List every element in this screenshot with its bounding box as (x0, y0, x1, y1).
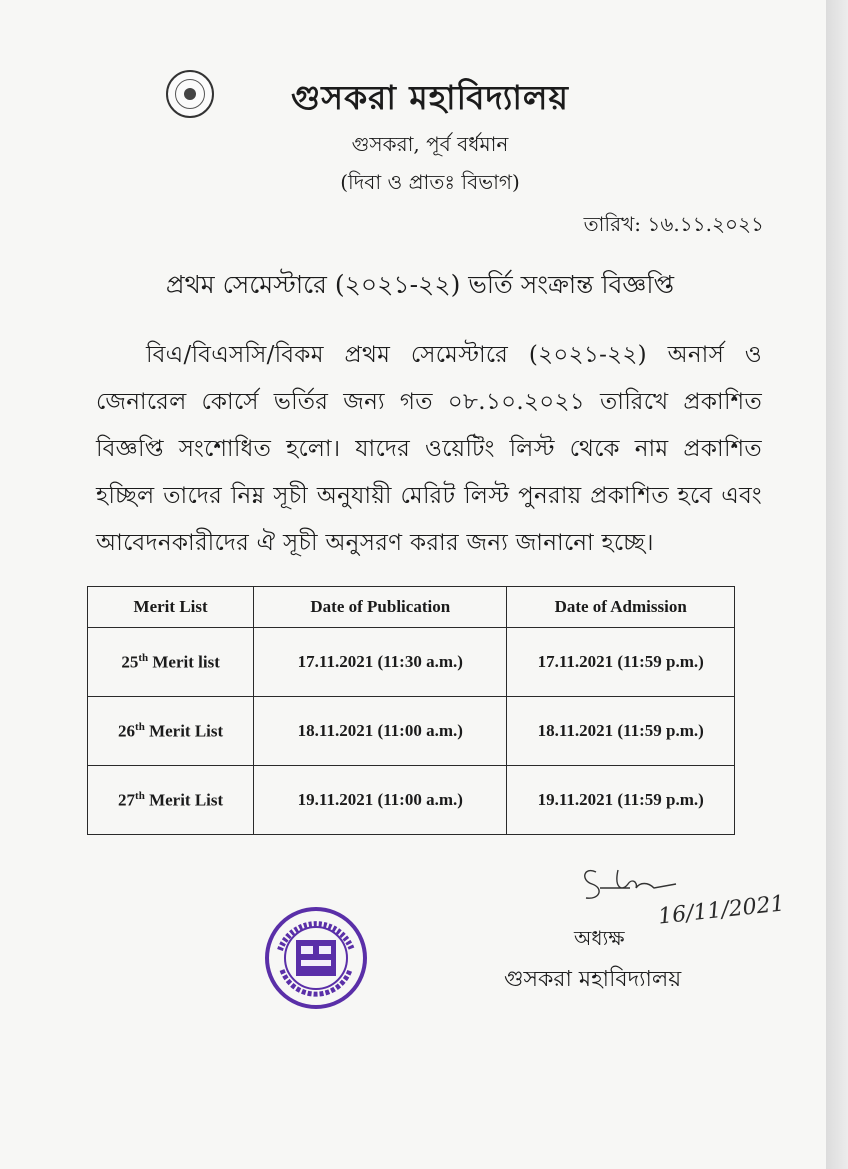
logo-core (184, 88, 196, 100)
header-date-admission: Date of Admission (507, 587, 735, 628)
college-section: (দিবা ও প্রাতঃ বিভাগ) (340, 170, 520, 194)
table-header-row (88, 587, 735, 628)
college-logo-icon (166, 70, 214, 118)
signature-date: 16/11/2021 (657, 891, 786, 930)
principal-designation: অধ্যক্ষ (574, 926, 625, 950)
paper-edge (826, 0, 848, 1169)
publication-cell: 19.11.2021 (11:00 a.m.) (254, 766, 507, 835)
merit-list-cell: 27th Merit List (88, 766, 254, 835)
footer-college-name: গুসকরা মহাবিদ্যালয় (504, 967, 682, 992)
header-date-publication: Date of Publication (254, 587, 507, 628)
principal-signature (578, 858, 688, 908)
notice-title: প্রথম সেমেস্টারে (২০২১-২২) ভর্তি সংক্রান্ত বিজ্ঞপ্তি (165, 270, 675, 299)
table-row (88, 697, 735, 766)
admission-cell: 17.11.2021 (11:59 p.m.) (507, 628, 735, 697)
college-address: গুসকরা, পূর্ব বর্ধমান (351, 132, 509, 156)
admission-cell: 19.11.2021 (11:59 p.m.) (507, 766, 735, 835)
merit-list-cell: 26th Merit List (88, 697, 254, 766)
table-row (88, 628, 735, 697)
college-seal-stamp (264, 906, 368, 1010)
publication-cell: 18.11.2021 (11:00 a.m.) (254, 697, 507, 766)
notice-date: তারিখ: ১৬.১১.২০২১ (583, 212, 764, 236)
college-name: গুসকরা মহাবিদ্যালয় (291, 78, 569, 117)
publication-cell: 17.11.2021 (11:30 a.m.) (254, 628, 507, 697)
table-row (88, 766, 735, 835)
admission-cell: 18.11.2021 (11:59 p.m.) (507, 697, 735, 766)
merit-schedule-table (87, 586, 735, 835)
header-merit-list: Merit List (88, 587, 254, 628)
notice-body: বিএ/বিএসসি/বিকম প্রথম সেমেস্টারে (২০২১-২২) অনার্স ও জেনারেল কোর্সে ভর্তির জন্য গত ০৮.১০.২০২১ তারিখে প্রকাশিত বিজ্ঞপ্তি সংশোধিত হলো। যাদের ওয়েটিং লিস্ট থেকে নাম প্রকাশিত হচ্ছিল তাদের নিম্ন সূচী অনুযায়ী মেরিট লিস্ট পুনরায় প্রকাশিত হবে এবং আবেদনকারীদের ঐ সূচী অনুসরণ করার জন্য জানানো হচ্ছে। (96, 342, 762, 556)
merit-list-cell: 25th Merit list (88, 628, 254, 697)
